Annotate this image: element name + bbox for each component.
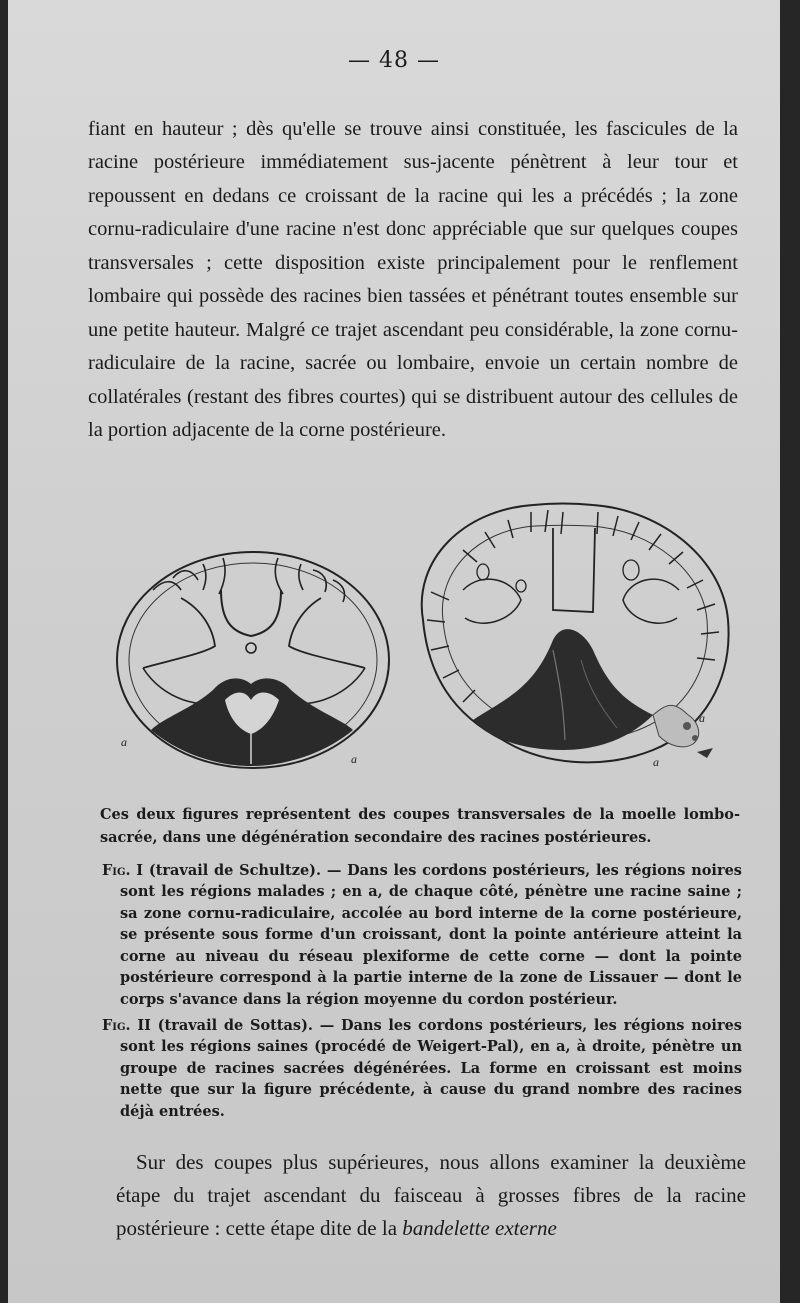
figures-caption: Ces deux figures représentent des coupes transversales de la moelle lombo-sacrée, dans une dégénération secondaire des racines postérieures.: [100, 805, 740, 846]
figure-1-caption: [102, 860, 742, 1011]
page-number: — 48 —: [348, 48, 440, 73]
figure-1-label-left: a: [121, 735, 127, 749]
figure-2-caption-text: (travail de Sottas). — Dans les cordons postérieurs, les régions noires sont les régions saines (procédé de Weigert-Pal), en a, à droite, pénètre un groupe de racines sacrées dégénérées. La forme en croissant est moins nette que sur la figure précédente, à cause du grand nombre des racines déjà entrées.: [120, 1016, 742, 1120]
figure-2-spinal-cord-section: [403, 500, 738, 780]
closing-paragraph: [116, 1146, 746, 1245]
closing-italic-term: bandelette externe: [402, 1216, 557, 1240]
figure-1-caption-label: Fig. I: [102, 861, 144, 879]
figure-1-spinal-cord-section: [103, 550, 393, 780]
book-page: [8, 0, 780, 1303]
figure-2-caption: [102, 1015, 742, 1123]
figure-1-caption-text: (travail de Schultze). — Dans les cordons postérieurs, les régions noires sont les régions malades ; en a, de chaque côté, pénètre une racine saine ; sa zone cornu-radiculaire, accolée au bord interne de la corne postérieure, se présente sous forme d'un croissant, dont la pointe antérieure atteint la corne au niveau du réseau plexiforme de cette corne — dont la pointe postérieure correspond à la partie interne de la zone de Lissauer — dont le corps s'avance dans la région moyenne du cordon postérieur.: [120, 861, 742, 1008]
figures-area: [103, 500, 743, 785]
figure-2-label-upper: a: [699, 711, 705, 725]
figure-2-label-lower: a: [653, 755, 659, 769]
figure-2-caption-label: Fig. II: [102, 1016, 151, 1034]
figure-1-label-right: a: [351, 752, 357, 766]
closing-text: Sur des coupes plus supérieures, nous allons examiner la deuxième étape du trajet ascendant du faisceau à grosses fibres de la racine postérieure : cette étape dite de la: [116, 1150, 746, 1240]
body-paragraph: fiant en hauteur ; dès qu'elle se trouve ainsi constituée, les fascicules de la racine postérieure immédiatement sus-jacente pénètrent à leur tour et repoussent en dedans ce croissant de la racine qui les a précédés ; la zone cornu-radiculaire d'une racine n'est donc appréciable que sur quelques coupes transversales ; cette disposition existe principalement pour le renflement lombaire qui possède des racines bien tassées et pénétrant toutes ensemble sur une petite hauteur. Malgré ce trajet ascendant peu considérable, la zone cornu-radiculaire de la racine, sacrée ou lombaire, envoie un certain nombre de collatérales (restant des fibres courtes) qui se distribuent autour des cellules de la portion adjacente de la corne postérieure.: [88, 117, 738, 441]
